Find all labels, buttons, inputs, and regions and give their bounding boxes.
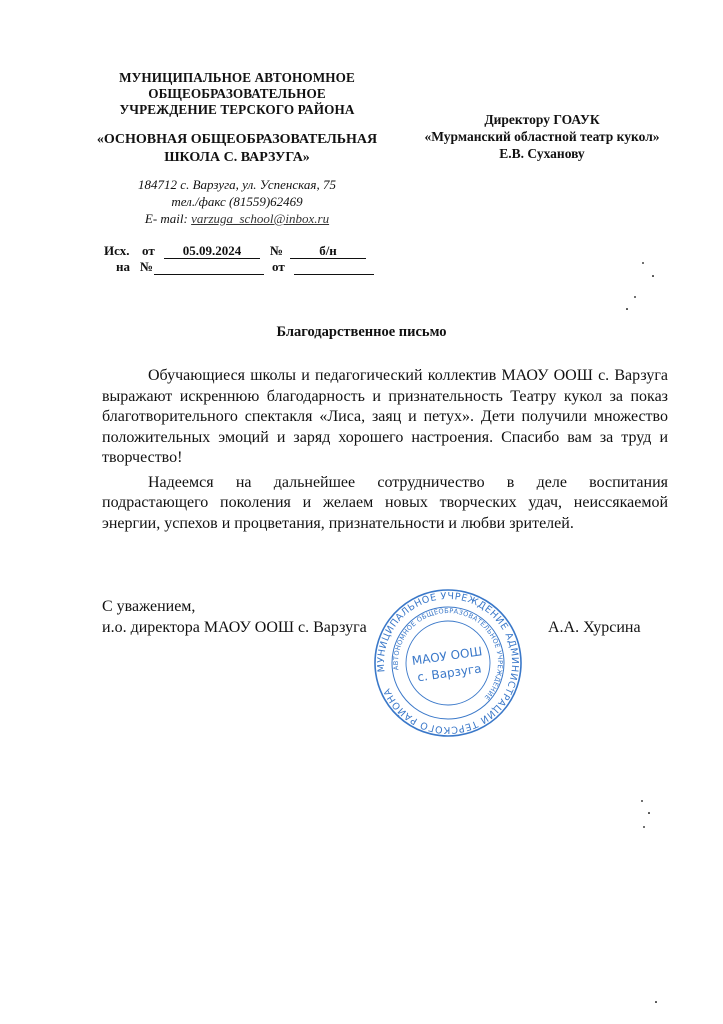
signer-name: А.А. Хурсина	[548, 619, 641, 636]
signer-position: и.о. директора МАОУ ООШ с. Варзуга	[102, 619, 367, 636]
sender-address	[82, 176, 392, 227]
scan-speck	[642, 262, 644, 264]
scan-speck	[648, 812, 650, 814]
out-number-label: №	[270, 243, 284, 258]
sender-email-label: E- mail:	[144, 211, 192, 226]
stamp-inner-textpath: АВТОНОМНОЕ ОБЩЕОБРАЗОВАТЕЛЬНОЕ УЧРЕЖДЕНИЕ	[391, 606, 505, 702]
recipient-line-1: Директору ГОАУК	[484, 112, 600, 127]
sender-block	[82, 70, 392, 227]
sender-email-line	[82, 210, 392, 227]
closing-block	[102, 596, 367, 638]
out-date: 05.09.2024	[164, 243, 260, 259]
in-from-label: от	[272, 259, 285, 274]
letter-body	[102, 366, 668, 534]
stamp-outer-textpath: МУНИЦИПАЛЬНОЕ УЧРЕЖДЕНИЕ АДМИНИСТРАЦИИ ТЕРСКОГО РАЙОНА	[375, 590, 521, 736]
sender-email-link[interactable]: varzuga_school@inbox.ru	[191, 211, 330, 226]
letter-paragraph-1: Обучающиеся школы и педагогический коллектив МАОУ ООШ с. Варзуга выражают искреннюю благодарность и признательность Театру кукол за показ благотворительного спектакля «Лиса, заяц и петух». Дети получили множество положительных эмоций и заряд хорошего настроения. Спасибо вам за труд и творчество!	[102, 367, 668, 466]
scan-speck	[655, 1001, 657, 1003]
regards-text: С уважением,	[102, 598, 196, 615]
recipient-line-3: Е.В. Суханову	[499, 146, 585, 161]
scan-speck	[652, 275, 654, 277]
sender-school-name: «ОСНОВНАЯ ОБЩЕОБРАЗОВАТЕЛЬНАЯ ШКОЛА С. ВАРЗУГА»	[96, 132, 378, 165]
sender-org-name: МУНИЦИПАЛЬНОЕ АВТОНОМНОЕ ОБЩЕОБРАЗОВАТЕЛЬНОЕ УЧРЕЖДЕНИЕ ТЕРСКОГО РАЙОНА	[119, 70, 355, 117]
stamp-center-line-2: с. Варзуга	[416, 661, 483, 685]
out-from-label: от	[142, 243, 155, 258]
recipient-block	[412, 111, 672, 162]
recipient-line-2: «Мурманский областной театр кукол»	[424, 129, 660, 144]
letter-paragraph-2: Надеемся на дальнейшее сотрудничество в деле воспитания подрастающего поколения и желаем новых творческих удач, неиссякаемой энергии, успехов и процветания, признательности и любви зрителей.	[102, 473, 668, 532]
out-number: б/н	[290, 243, 366, 259]
in-number-blank	[154, 259, 264, 275]
scan-speck	[643, 826, 645, 828]
incoming-reference	[116, 259, 374, 275]
scan-speck	[641, 800, 643, 802]
sender-phone-line: тел./факс (81559)62469	[171, 194, 303, 209]
out-label: Исх.	[104, 243, 130, 258]
scan-speck	[626, 308, 628, 310]
outgoing-reference	[104, 243, 366, 259]
sender-address-line: 184712 с. Варзуга, ул. Успенская, 75	[138, 177, 336, 192]
in-number-label: №	[140, 259, 154, 274]
scan-speck	[634, 296, 636, 298]
letter-title: Благодарственное письмо	[276, 324, 447, 340]
in-date-blank	[294, 259, 374, 275]
school-stamp	[372, 587, 524, 739]
stamp-center-line-1: МАОУ ООШ	[410, 644, 484, 668]
in-label: на	[116, 259, 130, 274]
